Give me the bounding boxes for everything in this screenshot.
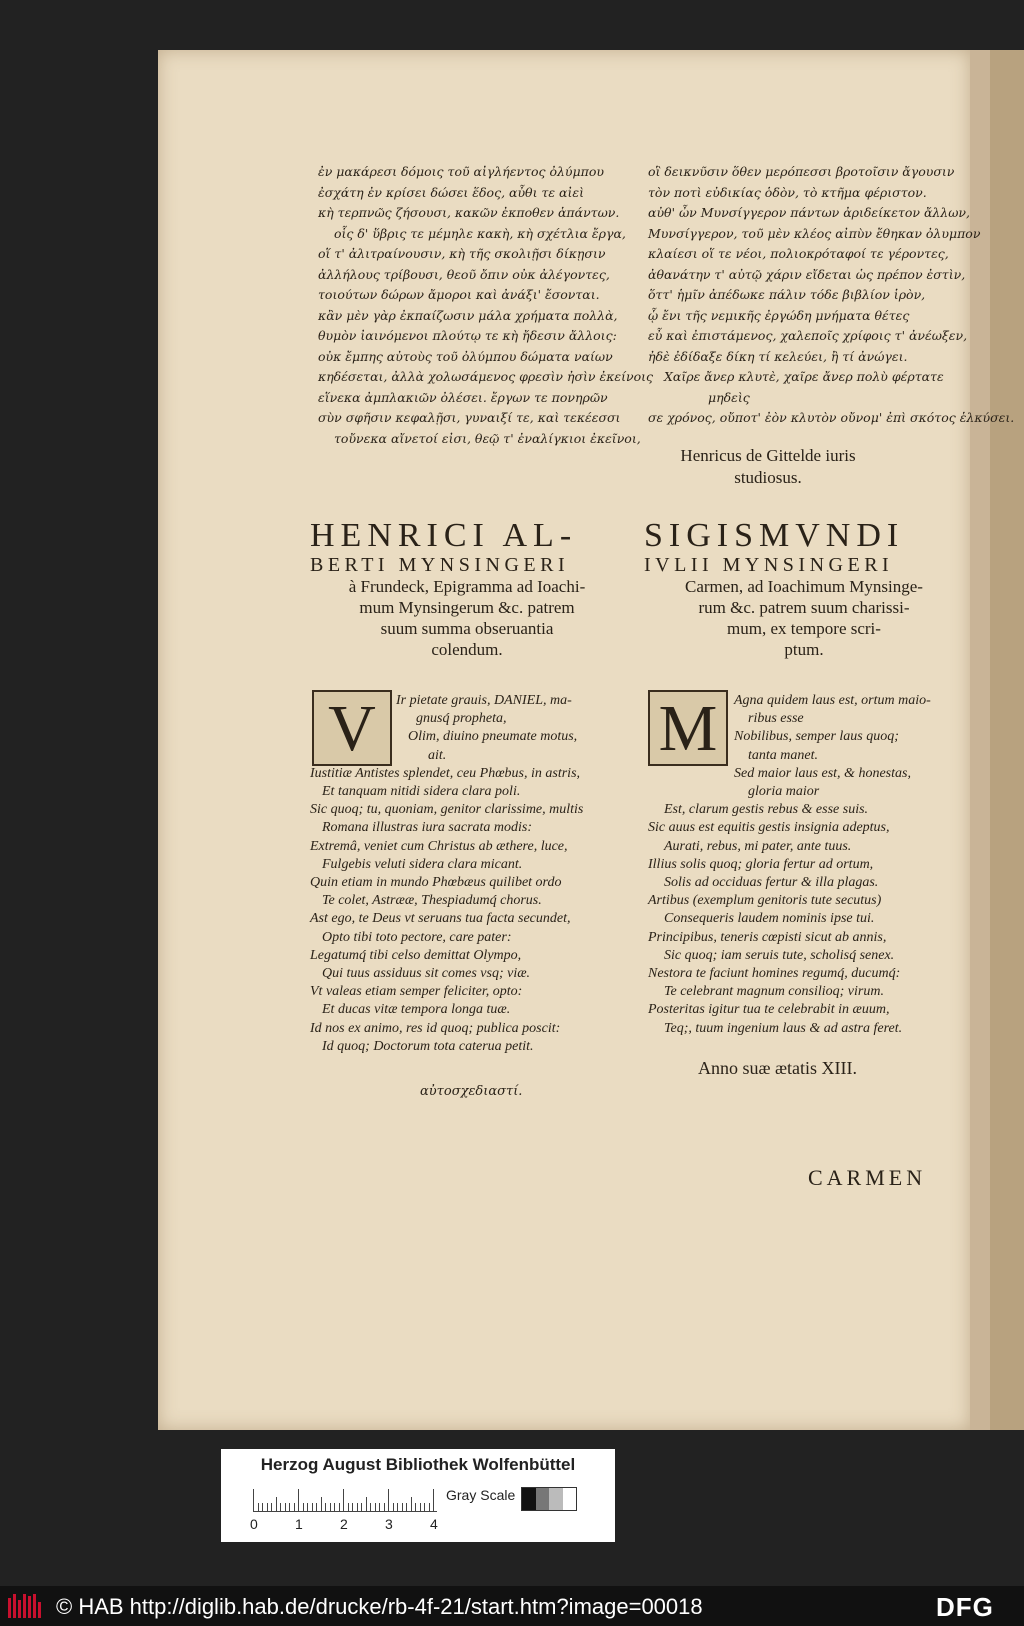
swatch-black bbox=[522, 1488, 536, 1510]
ruler-number: 3 bbox=[385, 1516, 393, 1532]
text-line: colendum. bbox=[431, 640, 503, 659]
ruler-tick bbox=[433, 1489, 434, 1511]
ruler-tick bbox=[262, 1503, 263, 1511]
ruler-tick bbox=[388, 1489, 389, 1511]
ruler-tick bbox=[370, 1503, 371, 1511]
book-page bbox=[158, 50, 1015, 1430]
heading-subtitle: BERTI MYNSINGERI bbox=[310, 554, 570, 576]
text-line: mum Mynsingerum &c. patrem bbox=[359, 598, 575, 617]
ruler-tick bbox=[411, 1497, 412, 1511]
text-line: τὸν ποτὶ εὐδικίας ὁδὸν, τὸ κτῆμα φέριστον. bbox=[648, 184, 927, 200]
text-line: Nobilibus, semper laus quoq; bbox=[734, 729, 899, 745]
text-line: οἵ τ' ἀλιτραίνουσιν, κὴ τῆς σκολιῇσι δίκῃσιν bbox=[318, 246, 606, 261]
text-line: Μυνσίγγερον, τοῦ μὲν κλέος αἰπὺν ἔθηκαν ὀλυμπον bbox=[648, 225, 981, 241]
text-line: θυμὸν ἰαινόμενοι πλούτῳ τε κὴ ἤδεσιν ἄλλοις: bbox=[318, 328, 617, 343]
text-line: κηδέσεται, ἀλλὰ χολωσάμενος φρεσὶν ἠσὶν ἐκείνοις bbox=[318, 369, 654, 384]
text-line: ait. bbox=[428, 747, 447, 763]
ruler-tick bbox=[393, 1503, 394, 1511]
text-line: Te colet, Astrææ, Thespiadumq́ chorus. bbox=[322, 893, 542, 909]
ruler bbox=[253, 1489, 437, 1512]
text-line: gnusq́ propheta, bbox=[416, 711, 507, 727]
text-line: Est, clarum gestis rebus & esse suis. bbox=[664, 802, 869, 818]
heading-dedication bbox=[310, 576, 624, 660]
text-line: gloria maior bbox=[748, 784, 820, 800]
ruler-tick bbox=[325, 1503, 326, 1511]
text-line: tanta manet. bbox=[748, 747, 818, 763]
text-line: Id nos ex animo, res id quoq; publica poscit: bbox=[310, 1020, 561, 1036]
ruler-tick bbox=[415, 1503, 416, 1511]
ruler-tick bbox=[402, 1503, 403, 1511]
heading-title: HENRICI AL- bbox=[310, 517, 578, 554]
ruler-tick bbox=[280, 1503, 281, 1511]
text-line: Iustitiæ Antistes splendet, ceu Phœbus, in astris, bbox=[310, 765, 581, 781]
ruler-tick bbox=[276, 1497, 277, 1511]
ruler-tick bbox=[316, 1503, 317, 1511]
ruler-tick bbox=[375, 1503, 376, 1511]
text-line: Vt valeas etiam semper feliciter, opto: bbox=[310, 984, 523, 1000]
latin-poem-left bbox=[310, 692, 583, 1056]
ruler-tick bbox=[424, 1503, 425, 1511]
text-line: mum, ex tempore scri- bbox=[727, 619, 881, 638]
text-line: Id quoq; Doctorum tota caterua petit. bbox=[322, 1038, 534, 1054]
text-line: Sic quoq; tu, quoniam, genitor clarissime, multis bbox=[310, 802, 584, 818]
ruler-number: 2 bbox=[340, 1516, 348, 1532]
text-line: ἀθανάτην τ' αὐτῷ χάριν εἴδεται ὡς πρέπον ἐστὶν, bbox=[648, 266, 966, 282]
text-line: ἀλλήλους τρίβουσι, θεοῦ ὄπιν οὐκ ἀλέγοντες, bbox=[318, 266, 610, 282]
ruler-tick bbox=[271, 1503, 272, 1511]
text-line: Sic auus est equitis gestis insignia adeptus, bbox=[648, 820, 890, 836]
ruler-tick bbox=[334, 1503, 335, 1511]
ruler-tick bbox=[258, 1503, 259, 1511]
ruler-tick bbox=[303, 1503, 304, 1511]
heading-subtitle: IVLII MYNSINGERI bbox=[644, 554, 894, 576]
text-line: à Frundeck, Epigramma ad Ioachi- bbox=[348, 577, 586, 596]
ruler-number: 1 bbox=[295, 1516, 303, 1532]
text-line: ἐν μακάρεσι δόμοις τοῦ αἰγλήεντος ὀλύμπου bbox=[318, 164, 604, 179]
ruler-number: 4 bbox=[430, 1516, 438, 1532]
ruler-tick bbox=[267, 1503, 268, 1511]
gray-scale-label: Gray Scale bbox=[446, 1487, 516, 1503]
ruler-tick bbox=[289, 1503, 290, 1511]
text-line: Χαῖρε ἄνερ κλυτὲ, χαῖρε ἄνερ πολὺ φέρτατε bbox=[664, 369, 944, 384]
text-line: Fulgebis veluti sidera clara micant. bbox=[322, 856, 523, 872]
text-line: ὅττ' ἡμῖν ἀπέδωκε πάλιν τόδε βιβλίον ἱρὸν, bbox=[648, 287, 926, 302]
text-line: Ast ego, te Deus vt seruans tua facta secundet, bbox=[310, 911, 571, 927]
text-line: Opto tibi toto pectore, care pater: bbox=[322, 929, 512, 945]
ruler-tick bbox=[397, 1503, 398, 1511]
ruler-tick bbox=[357, 1503, 358, 1511]
gray-scale-swatches bbox=[521, 1487, 577, 1511]
text-line: Sic quoq; iam seruis tute, scholisq́ senex. bbox=[664, 947, 895, 963]
text-line: μηδεὶς bbox=[708, 389, 750, 405]
text-line: ribus esse bbox=[748, 711, 804, 727]
swatch-gray bbox=[536, 1488, 550, 1510]
ruler-tick bbox=[294, 1503, 295, 1511]
ruler-tick bbox=[312, 1503, 313, 1511]
text-line: κλαίεσι οἵ τε νέοι, πολιοκρόταφοί τε γέροντες, bbox=[648, 246, 949, 261]
initial-letter: M bbox=[658, 692, 718, 765]
text-line: Aurati, rebus, mi pater, ante tuus. bbox=[664, 838, 852, 854]
text-line: rum &c. patrem suum charissi- bbox=[698, 598, 910, 617]
swatch-light bbox=[549, 1488, 563, 1510]
text-line: οἷς δ' ὕβρις τε μέμηλε κακὴ, κὴ σχέτλια ἔργα, bbox=[334, 225, 626, 241]
text-line: Te celebrant magnum consilioq; virum. bbox=[664, 984, 884, 1000]
right-poem-closing: Anno suæ ætatis XIII. bbox=[698, 1058, 857, 1078]
text-line: σὺν σφῆσιν κεφαλῇσι, γυναιξί τε, καὶ τεκέεσσι bbox=[318, 410, 621, 425]
greek-poem-left bbox=[318, 162, 653, 449]
heading-dedication bbox=[644, 576, 964, 660]
ruler-tick bbox=[406, 1503, 407, 1511]
latin-poem-right bbox=[648, 692, 931, 1038]
text-line: Ir pietate grauis, DANIEL, ma- bbox=[396, 693, 572, 708]
text-line: εἵνεκα ἀμπλακιῶν ὀλέσει. ἔργων τε πονηρῶν bbox=[318, 389, 608, 405]
ruler-tick bbox=[366, 1497, 367, 1511]
greek-poem-right bbox=[648, 162, 1014, 429]
heading-title: SIGISMVNDI bbox=[644, 517, 905, 554]
text-line: Posteritas igitur tua te celebrabit in æuum, bbox=[648, 1002, 890, 1018]
text-line: Quin etiam in mundo Phœbæus quilibet ordo bbox=[310, 875, 562, 891]
ruler-tick bbox=[352, 1503, 353, 1511]
text-line: Illius solis quoq; gloria fertur ad ortum, bbox=[648, 856, 874, 872]
ruler-number: 0 bbox=[250, 1516, 258, 1532]
ruler-tick bbox=[253, 1489, 254, 1511]
left-poem-closing: αὐτοσχεδιαστί. bbox=[420, 1084, 523, 1099]
text-line: Artibus (exemplum genitoris tute secutus) bbox=[648, 893, 882, 909]
text-line: Solis ad occiduas fertur & illa plagas. bbox=[664, 875, 879, 891]
library-name: Herzog August Bibliothek Wolfenbüttel bbox=[260, 1455, 576, 1474]
ruler-tick bbox=[348, 1503, 349, 1511]
ruler-tick bbox=[321, 1497, 322, 1511]
initial-letter: V bbox=[328, 692, 376, 765]
text-line: Principibus, teneris cœpisti sicut ab annis, bbox=[648, 929, 887, 945]
text-line: οἳ δεικνῦσιν ὅθεν μερόπεσσι βροτοῖσιν ἄγουσιν bbox=[648, 164, 955, 179]
text-line: ἐσχάτη ἐν κρίσει δώσει ἕδος, αὖθι τε αἰεὶ bbox=[318, 184, 585, 200]
catchword: CARMEN bbox=[808, 1165, 927, 1190]
ruler-tick bbox=[339, 1503, 340, 1511]
ruler-tick bbox=[384, 1503, 385, 1511]
ruler-tick bbox=[298, 1489, 299, 1511]
text-line: τοὔνεκα αἴνετοί εἰσι, θεῷ τ' ἐναλίγκιοι ἐκεῖνοι, bbox=[334, 430, 641, 446]
text-line: Et ducas vitæ tempora longa tuæ. bbox=[322, 1002, 511, 1018]
text-line: Sed maior laus est, & honestas, bbox=[734, 765, 911, 781]
dfg-logo: DFG bbox=[936, 1592, 994, 1622]
text-line: Extremâ, veniet cum Christus ab æthere, luce, bbox=[310, 838, 568, 854]
ruler-tick bbox=[379, 1503, 380, 1511]
signature-line: Henricus de Gittelde iuris bbox=[680, 446, 856, 465]
ruler-tick bbox=[420, 1503, 421, 1511]
signature-henricus bbox=[638, 445, 898, 489]
text-line: Teq;, tuum ingenium laus & ad astra feret. bbox=[664, 1020, 903, 1036]
text-line: Nestora te faciunt homines regumq́, ducumq́: bbox=[648, 966, 901, 982]
text-line: ptum. bbox=[784, 640, 824, 659]
text-line: κἂν μὲν γὰρ ἐκπαίζωσιν μάλα χρήματα πολλὰ, bbox=[318, 307, 618, 323]
text-line: Et tanquam nitidi sidera clara poli. bbox=[322, 784, 521, 800]
text-line: Consequeris laudem nominis ipse tui. bbox=[664, 911, 875, 927]
ruler-tick bbox=[307, 1503, 308, 1511]
text-line: Olim, diuino pneumate motus, bbox=[408, 729, 578, 745]
text-line: τοιούτων δώρων ἄμοροι καὶ ἀνάξι' ἔσονται. bbox=[318, 287, 600, 302]
text-line: αὐθ' ὦν Μυνσίγγερον πάντων ἀριδείκετον ἄλλων, bbox=[648, 205, 970, 220]
footer-url[interactable]: © HAB http://diglib.hab.de/drucke/rb-4f-21/start.htm?image=00018 bbox=[56, 1594, 703, 1619]
right-poem-heading bbox=[644, 518, 964, 660]
swatch-white bbox=[563, 1488, 577, 1510]
footer-bar bbox=[0, 1586, 1024, 1626]
ruler-tick bbox=[343, 1489, 344, 1511]
text-line: σε χρόνος, οὔποτ' ἐὸν κλυτὸν οὔνομ' ἐπὶ σκότος ἑλκύσει. bbox=[648, 410, 1015, 425]
signature-line: studiosus. bbox=[734, 468, 802, 487]
gray-scale-card bbox=[221, 1449, 615, 1542]
text-line: κὴ τερπνῶς ζήσουσι, κακῶν ἐκποθεν ἁπάντων. bbox=[318, 205, 620, 220]
left-poem-heading bbox=[310, 518, 624, 660]
ruler-tick bbox=[330, 1503, 331, 1511]
text-line: οὐκ ἔμπης αὐτοὺς τοῦ ὀλύμπου δώματα ναίων bbox=[318, 348, 613, 364]
text-line: Agna quidem laus est, ortum maio- bbox=[734, 693, 931, 708]
text-line: Romana illustras iura sacrata modis: bbox=[322, 820, 533, 836]
text-line: Qui tuus assiduus sit comes vsq; viæ. bbox=[322, 966, 531, 982]
text-line: Carmen, ad Ioachimum Mynsinge- bbox=[685, 577, 923, 596]
text-line: suum summa obseruantia bbox=[380, 619, 554, 638]
text-line: ἠδὲ ἐδίδαξε δίκη τί κελεύει, ἢ τί ἀνώγει. bbox=[648, 348, 908, 364]
ruler-tick bbox=[285, 1503, 286, 1511]
text-line: ᾧ ἔνι τῆς νεμικῆς ἐργώδη μνήματα θέτες bbox=[648, 307, 910, 323]
ruler-tick bbox=[429, 1503, 430, 1511]
ruler-tick bbox=[361, 1503, 362, 1511]
text-line: εὖ καὶ ἐπιστάμενος, χαλεποῖς χρίφοις τ' ἀνέωξεν, bbox=[648, 328, 968, 343]
hab-logo-icon bbox=[8, 1594, 46, 1618]
text-line: Legatumq́ tibi celso demittat Olympo, bbox=[310, 947, 522, 963]
